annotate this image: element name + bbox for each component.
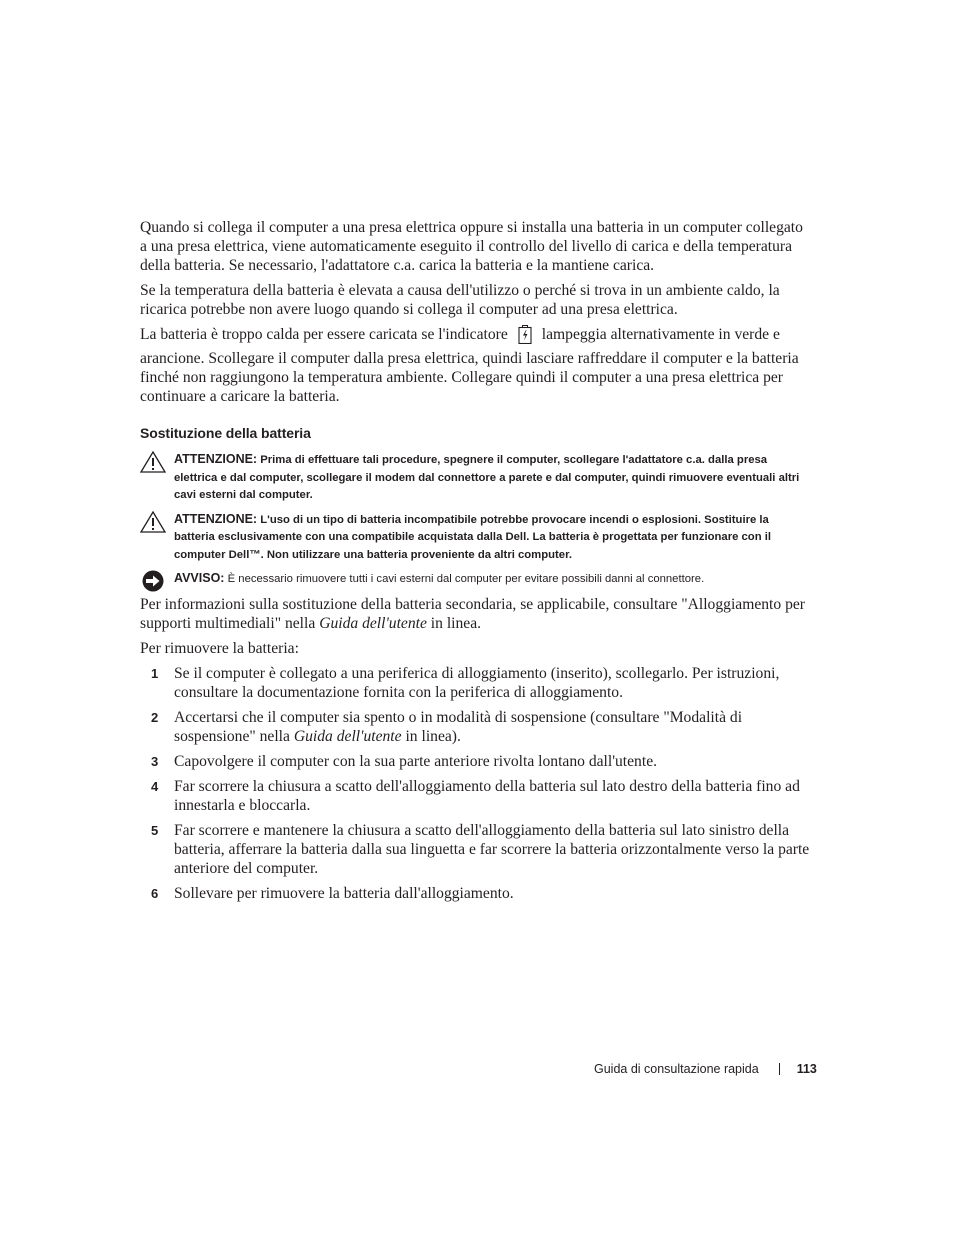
intro-paragraph-2: Se la temperatura della batteria è elevata a causa dell'utilizzo o perché si trova in un ambiente caldo, la ricarica potrebbe non avere luogo quando si collega il computer ad una presa elettrica. [140,282,780,318]
page-footer [594,1062,817,1076]
avviso-label: AVVISO: [174,571,225,585]
step-4 [140,777,812,815]
avviso-notice [140,570,812,589]
warning-triangle-icon [140,451,166,473]
warning-1-text: Prima di effettuare tali procedure, spegnere il computer, scollegare l'adattatore c.a. dalla presa elettrica e dal computer, scollegare il modem dal connettore a parete e dal computer, quindi rimuovere eventuali altri cavi esterni dal computer. [174,454,800,501]
step-2 [140,708,812,746]
info-text-start: Per informazioni sulla sostituzione della batteria secondaria, se applicabile, consultare "Alloggiamento per supporti multimediali" nella [140,595,805,632]
section-heading: Sostituzione della batteria [140,425,311,441]
intro-paragraph-3-end: lampeggia alternativamente in verde e arancione. Scollegare il computer dalla presa elettrica, quindi lasciare raffreddare il computer e la batteria finché non raggiungono la temperatura ambiente. Collegare quindi il computer a una presa elettrica per continuare a caricare la batteria. [140,326,799,405]
user-guide-title: Guida dell'utente [293,727,402,745]
intro-paragraph-1: Quando si collega il computer a una presa elettrica oppure si installa una batteria in un computer collegato a una presa elettrica, viene automaticamente eseguito il controllo del livello di carica e della temperatura della batteria. Se necessario, l'adattatore c.a. carica la batteria e la mantiene carica. [140,219,803,274]
warning-notice-1 [140,451,812,505]
step-text: Far scorrere e mantenere la chiusura a scatto dell'alloggiamento della batteria sul lato sinistro della batteria, afferrare la batteria dalla sua linguetta e far scorrere la batteria orizzontalmente verso la parte anteriore del computer. [174,821,810,877]
step-number: 1 [151,665,159,681]
step-number: 4 [151,778,159,794]
remove-intro: Per rimuovere la batteria: [140,639,299,657]
step-text: Sollevare per rimuovere la batteria dall'alloggiamento. [174,884,514,902]
step-text: Far scorrere la chiusura a scatto dell'alloggiamento della batteria sul lato destro della batteria fino ad innestarla e bloccarla. [174,777,800,814]
notice-arrow-icon [140,570,166,592]
warning-2-label: ATTENZIONE: [174,511,258,526]
step-1 [140,664,812,702]
step-text-end: in linea). [405,727,461,745]
intro-paragraph-3-start: La batteria è troppo calda per essere caricata se l'indicatore [140,326,508,343]
step-text-start: Accertarsi che il computer sia spento o in modalità di sospensione (consultare "Modalità di sospensione" nella [174,708,743,745]
warning-2-text: L'uso di un tipo di batteria incompatibile potrebbe provocare incendi o esplosioni. Sostituire la batteria esclusivamente con una compatibile acquistata dalla Dell. La batteria è progettata per funzionare con il computer Dell™. Non utilizzare una batteria proveniente da altri computer. [174,513,772,561]
info-text-end: in linea. [430,614,482,632]
battery-charge-icon [518,325,532,349]
step-text: Capovolgere il computer con la sua parte anteriore rivolta lontano dall'utente. [174,752,658,770]
user-guide-title: Guida dell'utente [319,614,427,632]
step-number: 2 [151,709,159,725]
intro-paragraph-3 [140,325,812,406]
page-content [140,218,812,909]
warning-triangle-icon [140,511,166,533]
footer-divider [779,1063,780,1075]
secondary-battery-info [140,595,812,633]
step-number: 5 [151,822,159,838]
avviso-text: È necessario rimuovere tutti i cavi esterni dal computer per evitare possibili danni al connettore. [227,573,705,585]
step-5 [140,821,812,878]
step-text: Se il computer è collegato a una periferica di alloggiamento (inserito), scollegarlo. Per istruzioni, consultare la documentazione fornita con la periferica di alloggiamento. [174,664,780,701]
footer-guide-title: Guida di consultazione rapida [594,1062,759,1076]
step-6 [140,884,812,903]
step-number: 3 [151,753,159,769]
step-3 [140,752,812,771]
page-number: 113 [796,1062,817,1076]
warning-1-label: ATTENZIONE: [174,452,258,466]
step-number: 6 [151,885,159,901]
warning-notice-2 [140,511,812,565]
